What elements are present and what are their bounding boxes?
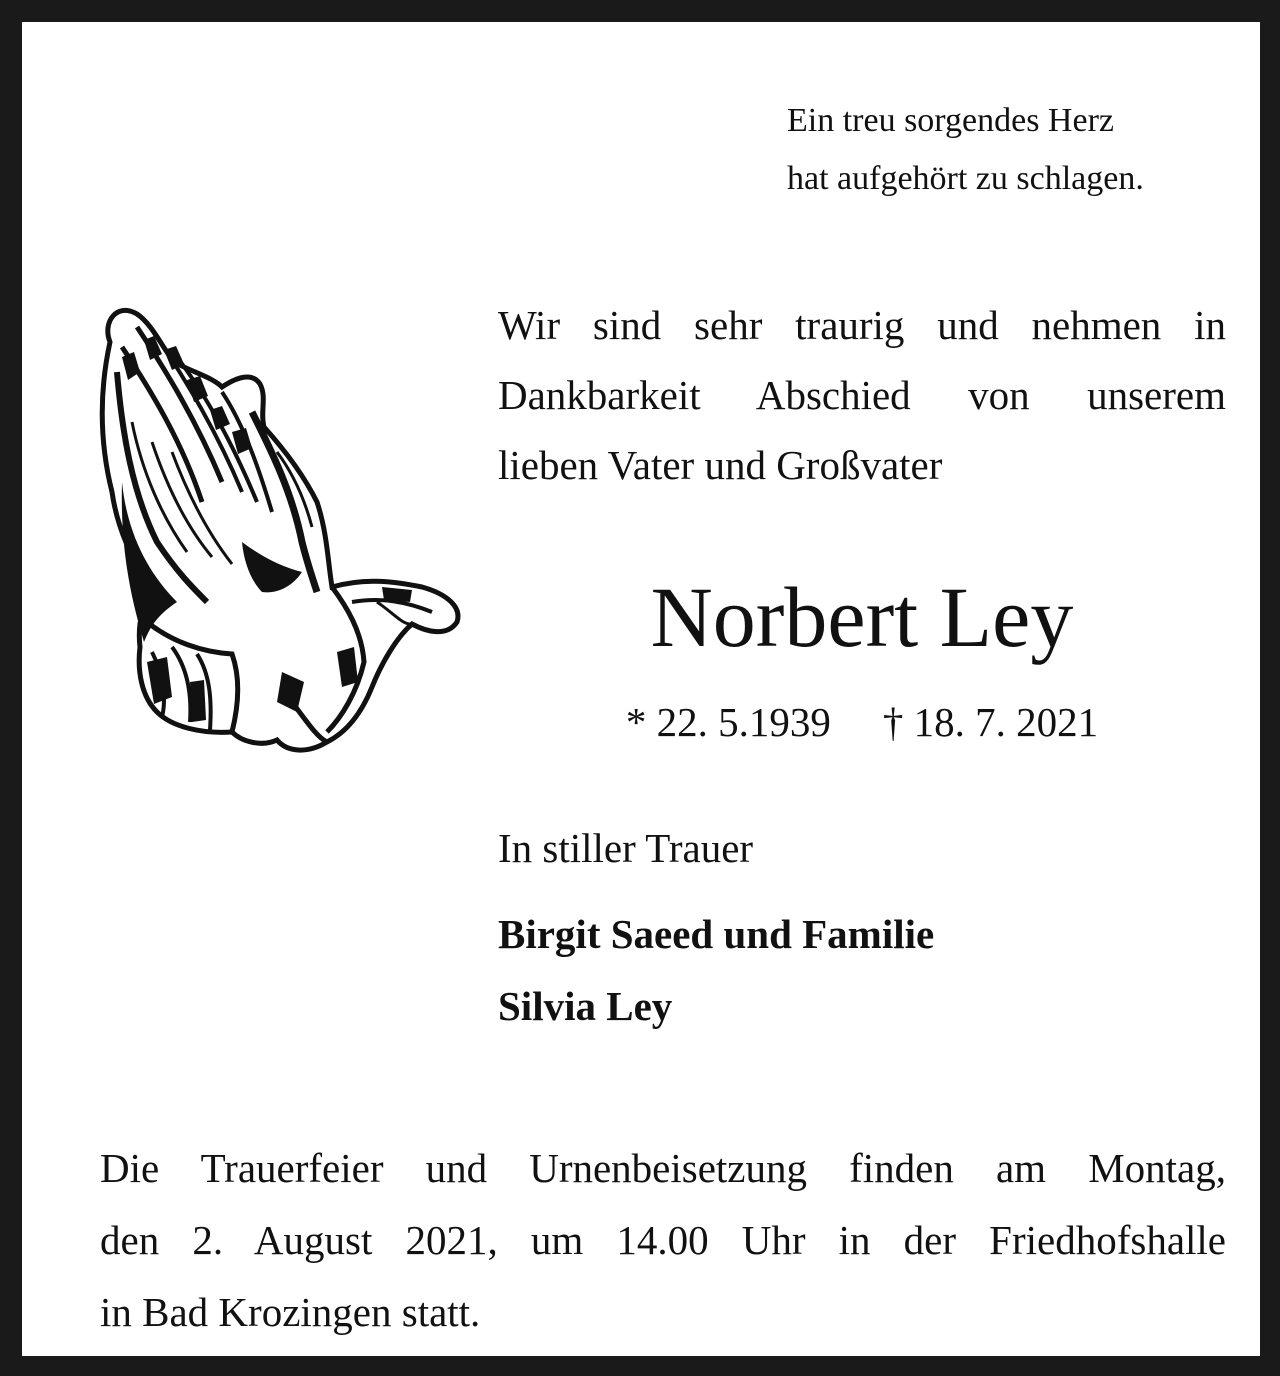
ceremony-line-2: den 2. August 2021, um 14.00 Uhr in der Friedhofshalle [100,1217,1226,1263]
mourner-name: Silvia Ley [498,983,673,1029]
motto-line-2: hat aufgehört zu schlagen. [787,160,1144,197]
mourning-intro: In stiller Trauer [498,825,754,871]
intro-line-1: Wir sind sehr traurig und nehmen in [498,302,1226,348]
deceased-name: Norbert Ley [650,569,1074,665]
death-date: † 18. 7. 2021 [882,699,1099,745]
life-dates [498,694,1226,750]
mourner-name: Birgit Saeed und Familie [498,911,935,957]
motto [787,92,1227,208]
birth-date: * 22. 5.1939 [625,699,831,745]
ceremony-line-1: Die Trauerfeier und Urnenbeisetzung finden am Montag, [100,1145,1226,1191]
intro-line-2: Dankbarkeit Abschied von unserem [498,372,1226,418]
mourner-list [498,898,934,1042]
intro-text [498,290,1226,500]
motto-line-1: Ein treu sorgendes Herz [787,102,1114,139]
intro-line-3: lieben Vater und Großvater [498,442,943,488]
ceremony-line-3: in Bad Krozingen statt. [100,1289,481,1335]
praying-hands-icon [92,302,467,767]
ceremony-info [100,1132,1226,1348]
